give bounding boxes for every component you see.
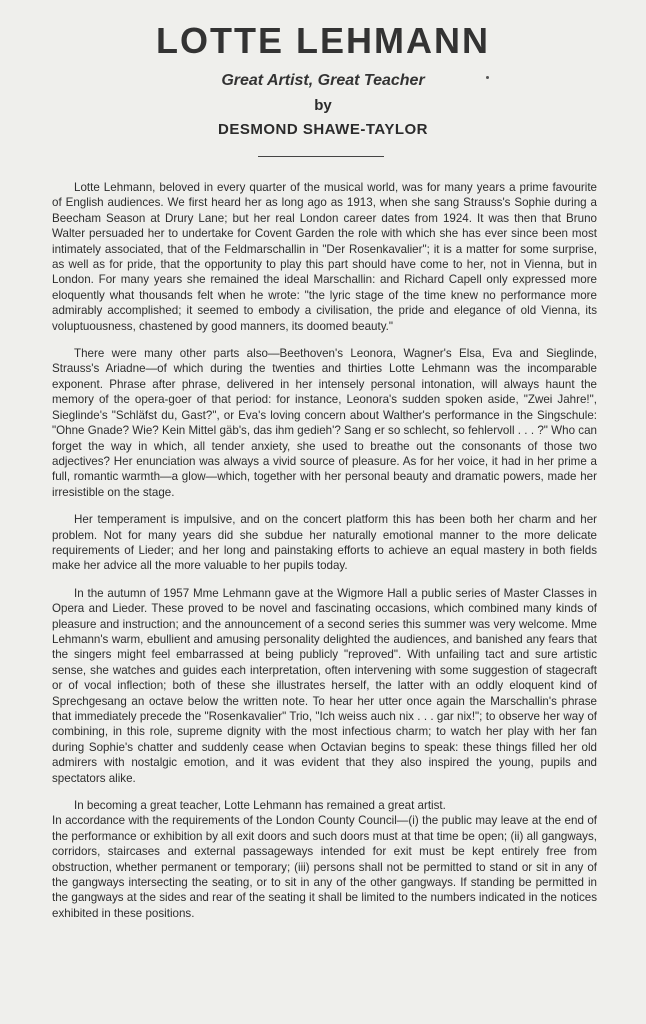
article-title: LOTTE LEHMANN bbox=[156, 20, 490, 61]
article-body bbox=[52, 180, 597, 921]
speck-mark bbox=[486, 76, 489, 79]
paragraph-1: Lotte Lehmann, beloved in every quarter of the musical world, was for many years a prime favourite of English audiences. We first heard her as long ago as 1913, when she sang Strauss's Sophie during a Beecham Season at Drury Lane; but her real London career dates from 1924. It was then that Bruno Walter persuaded her to undertake for Covent Garden the role with which she has ever since been most intimately associated, that of the Feldmarschallin in "Der Rosenkavalier"; it is a matter for some surprise, as well as for pride, that the opportunity to play this part should have come to her, not in Vienna, but in London. For many years she remained the ideal Marschallin: and Richard Capell only expressed more eloquently what thousands felt when he wrote: "the lyric stage of the time knew no performance more admirably accomplished; it seemed to embody a civilisation, the pride and elegance of old Vienna, its voluptuousness, chastened by good manners, its doomed beauty." bbox=[52, 181, 597, 333]
author-name: DESMOND SHAWE-TAYLOR bbox=[217, 121, 428, 138]
title-divider bbox=[258, 156, 384, 157]
byline-prefix: by bbox=[314, 97, 332, 114]
article-subtitle: Great Artist, Great Teacher bbox=[221, 72, 425, 89]
lcc-notice: In accordance with the requirements of the London County Council—(i) the public may leave at the end of the performance or exhibition by all exit doors and such doors must at that time be open; (ii) all gangways, corridors, staircases and external passageways intended for exit must be kept entirely free from obstruction, whether permanent or temporary; (iii) persons shall not be permitted to stand or sit in any of the gangways intersecting the seating, or to sit in any of the other gangways. If standing be permitted in the gangways at the sides and rear of the seating it shall be limited to the numbers indicated in the notices exhibited in these positions. bbox=[52, 814, 597, 920]
paragraph-4: In the autumn of 1957 Mme Lehmann gave at the Wigmore Hall a public series of Master Classes in Opera and Lieder. These proved to be novel and fascinating occasions, which combined many kinds of pleasure and instruction; and the announcement of a second series this summer was very welcome. Mme Lehmann's warm, ebullient and amusing personality delighted the audiences, and banished any fears that the singers might feel embarrassed at being publicly "reproved". With unfailing tact and sure artistic sense, she watches and guides each interpretation, often intervening with some suggestion of stagecraft or of vocal inflection; both of these she illustrates herself, the latter with an oddly eloquent kind of Sprechgesang an octave below the written note. To hear her utter once again the Marschallin's phrase that immediately precede the "Rosenkavalier" Trio, "Ich weiss auch nix . . . gar nix!"; to observe her way of combining, in this role, supreme dignity with the most infectious charm; to watch her play with her fan during Sophie's chatter and suddenly cease when Octavian begins to speak: these things filled her old admirers with nostalgic emotion, and it was evident that they also inspired the young, pupils and spectators alike. bbox=[52, 586, 597, 785]
paragraph-2: There were many other parts also—Beethoven's Leonora, Wagner's Elsa, Eva and Sieglinde, Strauss's Ariadne—of which during the twenties and thirties Lotte Lehmann was the incomparable exponent. Phrase after phrase, delivered in her intensely personal intonation, will always haunt the memory of the opera-goer of that period: for instance, Leonora's sudden spoken aside, "Zwei Jahre!", Sieglinde's "Schläfst du, Gast?", or Eva's loving concern about Walther's performance in the Singschule: "Ohne Gnade? Wie? Kein Mittel gäb's, das ihm gedieh'? Sang er so schlecht, so fehlervoll . . . ?" Who can forget the way in which, all tender anxiety, she used to breathe out the consonants of those two adjectives? Her enunciation was always a vivid source of pleasure. As for her voice, it had in her prime a full, romantic warmth—a glow—which, together with her personal beauty and dramatic powers, made her irresistible on the stage. bbox=[52, 347, 597, 499]
paragraph-3: Her temperament is impulsive, and on the concert platform this has been both her charm and her problem. Not for many years did she subdue her naturally emotional manner to the more delicate requirements of Lieder; and her long and painstaking efforts to achieve an equal mastery in both fields make her advice all the more valuable to her pupils today. bbox=[52, 513, 597, 573]
paragraph-5: In becoming a great teacher, Lotte Lehmann has remained a great artist. bbox=[74, 799, 446, 813]
